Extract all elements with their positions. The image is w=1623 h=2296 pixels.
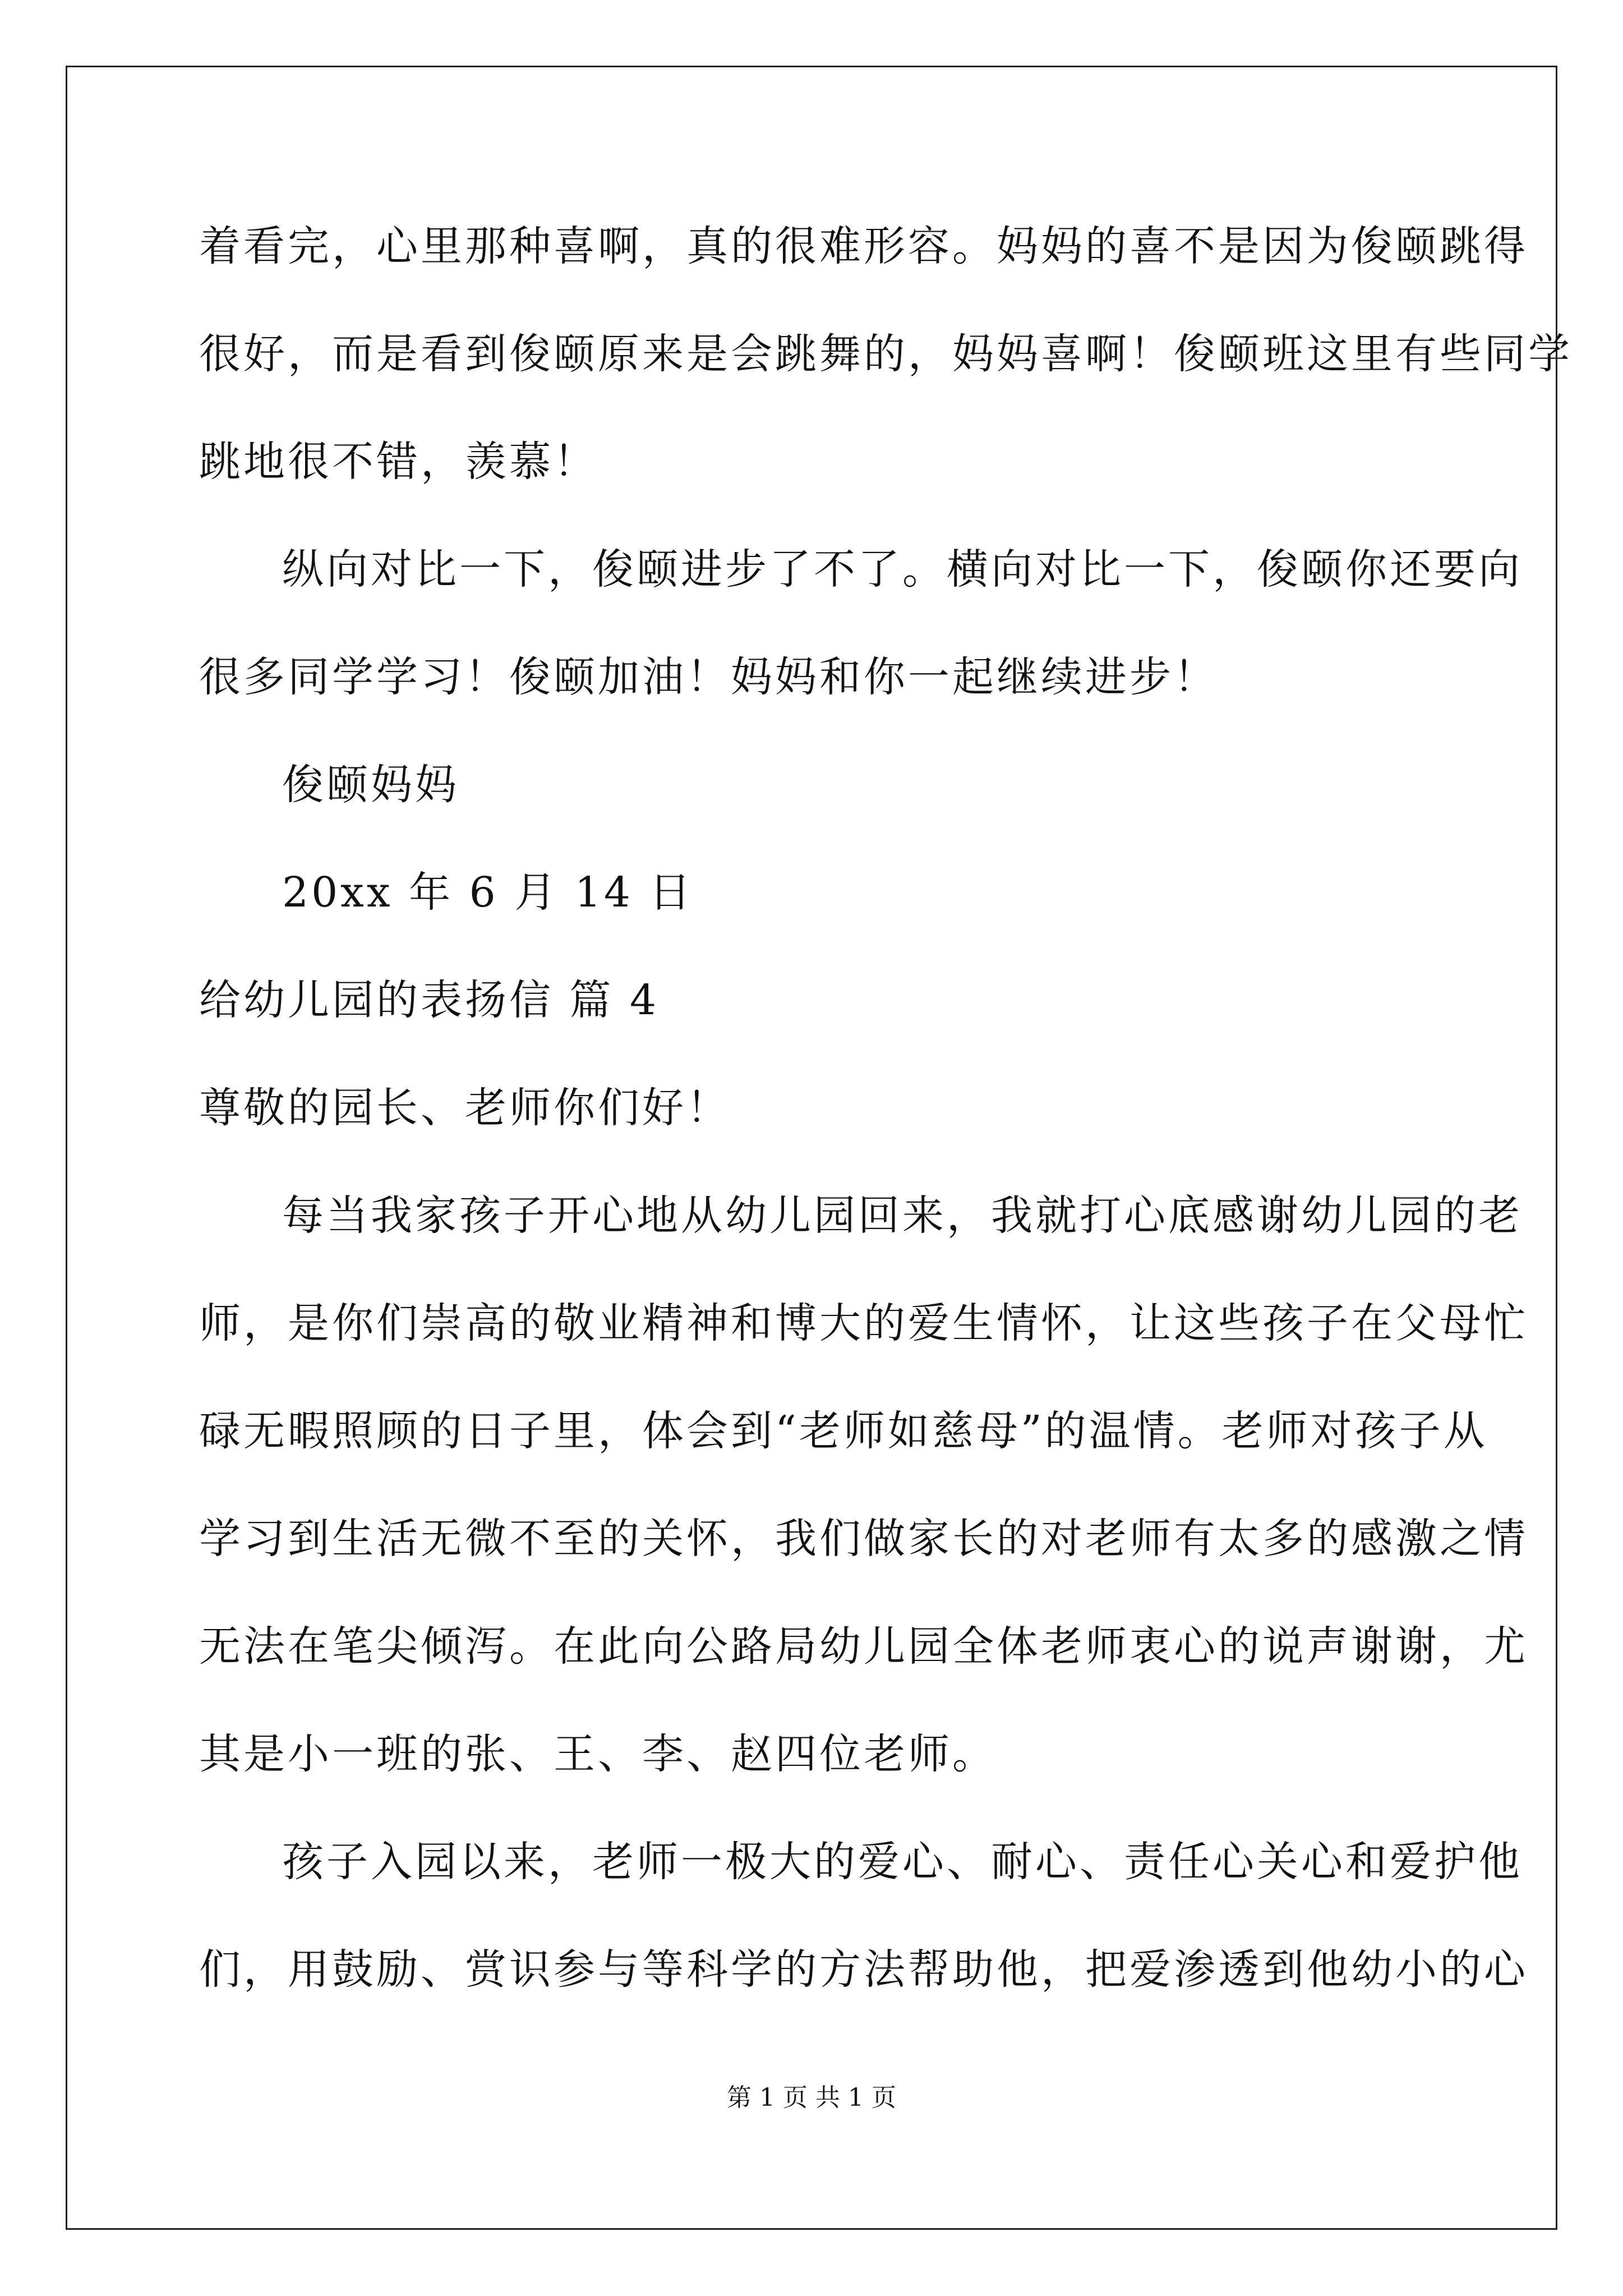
paragraph-line: 碌无暇照顾的日子里，体会到“老师如慈母”的温情。老师对孩子从 xyxy=(199,1407,1488,1455)
section-heading: 给幼儿园的表扬信 篇 4 xyxy=(199,976,660,1024)
paragraph-line: 纵向对比一下，俊颐进步了不了。横向对比一下，俊颐你还要向 xyxy=(282,545,1523,593)
paragraph-line: 其是小一班的张、王、李、赵四位老师。 xyxy=(199,1730,997,1778)
paragraph-line: 师，是你们崇高的敬业精神和博大的爱生情怀，让这些孩子在父母忙 xyxy=(199,1299,1528,1347)
document-body xyxy=(199,219,1573,2050)
paragraph-line: 无法在笔尖倾泻。在此向公路局幼儿园全体老师衷心的说声谢谢，尤 xyxy=(199,1622,1528,1671)
page-number-footer: 第 1 页 共 1 页 xyxy=(727,2083,896,2112)
paragraph-line: 学习到生活无微不至的关怀，我们做家长的对老师有太多的感激之情 xyxy=(199,1515,1528,1563)
paragraph-line: 着看完，心里那种喜啊，真的很难形容。妈妈的喜不是因为俊颐跳得 xyxy=(199,222,1528,270)
salutation: 尊敬的园长、老师你们好！ xyxy=(199,1084,731,1132)
paragraph-line: 跳地很不错，羡慕！ xyxy=(199,438,598,486)
paragraph-line: 很好，而是看到俊颐原来是会跳舞的，妈妈喜啊！俊颐班这里有些同学 xyxy=(199,330,1573,378)
date-line: 20xx 年 6 月 14 日 xyxy=(282,868,694,917)
paragraph-line: 孩子入园以来，老师一极大的爱心、耐心、责任心关心和爱护他 xyxy=(282,1838,1523,1886)
signature-line: 俊颐妈妈 xyxy=(282,761,459,809)
paragraph-line: 每当我家孩子开心地从幼儿园回来，我就打心底感谢幼儿园的老 xyxy=(282,1191,1523,1240)
paragraph-line: 很多同学学习！俊颐加油！妈妈和你一起继续进步！ xyxy=(199,653,1218,701)
paragraph-line: 们，用鼓励、赏识参与等科学的方法帮助他，把爱渗透到他幼小的心 xyxy=(199,1945,1528,1994)
